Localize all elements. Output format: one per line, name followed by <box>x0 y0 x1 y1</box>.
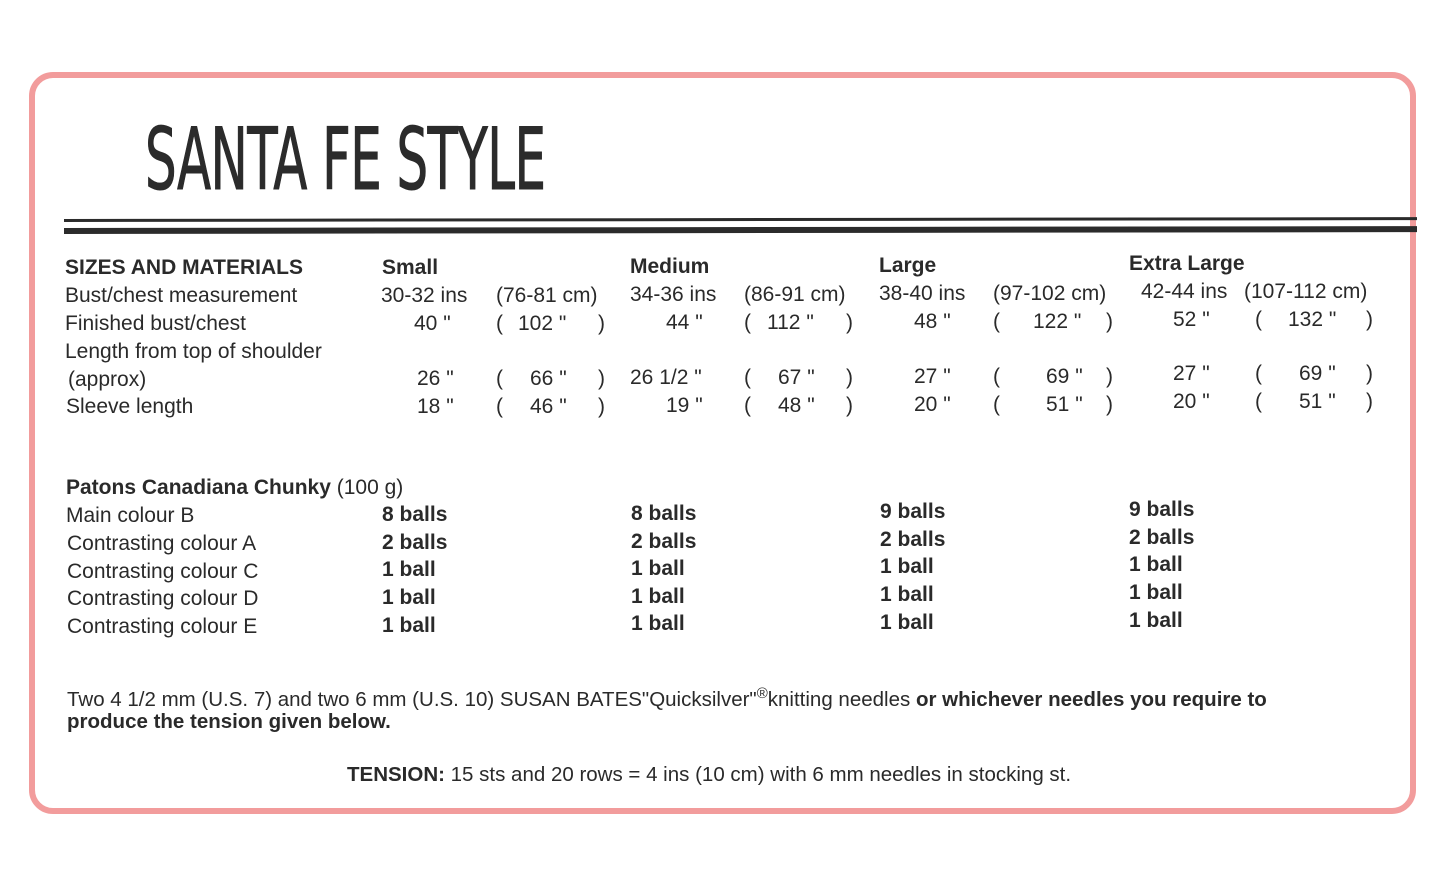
tension-line <box>347 763 1071 787</box>
sleeve-cm-xlarge: 51 " <box>1299 390 1336 413</box>
length-label-line2: (approx) <box>68 368 147 391</box>
finished-in-small: 40 " <box>414 312 451 335</box>
size-header-small: Small <box>382 256 439 279</box>
paren-open: ( <box>496 367 503 390</box>
colour-d-large: 1 ball <box>880 583 934 606</box>
sleeve-in-large: 20 " <box>914 393 951 416</box>
size-header-medium: Medium <box>630 255 710 278</box>
colour-b-small: 8 balls <box>382 503 448 526</box>
length-cm-xlarge: 69 " <box>1299 362 1336 385</box>
finished-label: Finished bust/chest <box>65 312 246 335</box>
colour-label-d: Contrasting colour D <box>67 587 259 610</box>
bust-label: Bust/chest measurement <box>65 284 298 307</box>
paren-close: ) <box>598 312 605 335</box>
colour-a-small: 2 balls <box>382 531 448 554</box>
needles-text-2: knitting needles <box>767 687 916 711</box>
needles-text: Two 4 1/2 mm (U.S. 7) and two 6 mm (U.S. 10) SUSAN BATES"Quicksilver" <box>67 687 757 711</box>
paren-close: ) <box>846 311 853 334</box>
paren-close: ) <box>846 366 853 389</box>
sleeve-in-small: 18 " <box>417 395 454 418</box>
paren-open: ( <box>1255 308 1262 331</box>
bust-ins-small: 30-32 ins <box>381 284 468 307</box>
length-in-medium: 26 1/2 " <box>630 366 702 389</box>
registered-mark: ® <box>756 685 768 702</box>
bust-cm-medium: (86-91 cm) <box>744 283 846 306</box>
colour-a-xlarge: 2 balls <box>1129 526 1195 549</box>
bust-cm-small: (76-81 cm) <box>496 284 598 307</box>
paren-close: ) <box>598 367 605 390</box>
colour-d-xlarge: 1 ball <box>1129 581 1183 604</box>
colour-a-medium: 2 balls <box>631 530 697 553</box>
tension-label: TENSION: <box>347 763 445 786</box>
paren-close: ) <box>1366 308 1373 331</box>
colour-b-xlarge: 9 balls <box>1129 498 1195 521</box>
sleeve-cm-large: 51 " <box>1046 393 1083 416</box>
paren-close: ) <box>1106 365 1113 388</box>
size-header-xlarge: Extra Large <box>1129 252 1245 275</box>
bust-ins-large: 38-40 ins <box>879 282 966 305</box>
colour-label-b: Main colour B <box>66 504 195 527</box>
paren-open: ( <box>744 394 751 417</box>
colour-c-small: 1 ball <box>382 558 436 581</box>
sleeve-cm-medium: 48 " <box>778 394 815 417</box>
colour-c-large: 1 ball <box>880 555 934 578</box>
finished-cm-xlarge: 132 " <box>1288 308 1337 331</box>
finished-cm-medium: 112 " <box>767 311 814 334</box>
needles-bold-1: or whichever needles you require to <box>915 687 1267 711</box>
colour-label-c: Contrasting colour C <box>67 560 259 583</box>
bust-ins-medium: 34-36 ins <box>630 283 717 306</box>
finished-cm-large: 122 " <box>1033 310 1082 333</box>
finished-in-xlarge: 52 " <box>1173 308 1210 331</box>
colour-e-large: 1 ball <box>880 611 934 634</box>
colour-d-medium: 1 ball <box>631 585 685 608</box>
needles-line-1 <box>67 682 1267 712</box>
sleeve-cm-small: 46 " <box>530 395 567 418</box>
length-cm-medium: 67 " <box>778 366 815 389</box>
bust-ins-xlarge: 42-44 ins <box>1141 280 1228 303</box>
pattern-title: SANTA FE STYLE <box>145 110 546 210</box>
paren-open: ( <box>496 395 503 418</box>
paren-close: ) <box>1106 310 1113 333</box>
sleeve-in-xlarge: 20 " <box>1173 390 1210 413</box>
paren-open: ( <box>993 310 1000 333</box>
bust-cm-xlarge: (107-112 cm) <box>1244 280 1368 303</box>
colour-label-e: Contrasting colour E <box>67 615 258 638</box>
paren-open: ( <box>1255 390 1262 413</box>
finished-in-medium: 44 " <box>666 311 703 334</box>
colour-c-xlarge: 1 ball <box>1129 553 1183 576</box>
colour-b-medium: 8 balls <box>631 502 697 525</box>
paren-open: ( <box>993 365 1000 388</box>
colour-label-a: Contrasting colour A <box>67 532 257 555</box>
paren-open: ( <box>496 312 503 335</box>
length-cm-small: 66 " <box>530 367 567 390</box>
colour-b-large: 9 balls <box>880 500 946 523</box>
colour-e-medium: 1 ball <box>631 612 685 635</box>
yarn-heading <box>66 476 403 500</box>
colour-e-xlarge: 1 ball <box>1129 609 1183 632</box>
colour-d-small: 1 ball <box>382 586 436 609</box>
colour-e-small: 1 ball <box>382 614 436 637</box>
sleeve-in-medium: 19 " <box>666 394 703 417</box>
paren-open: ( <box>744 366 751 389</box>
length-in-xlarge: 27 " <box>1173 362 1210 385</box>
sizes-heading: SIZES AND MATERIALS <box>65 256 304 279</box>
colour-c-medium: 1 ball <box>631 557 685 580</box>
paren-close: ) <box>598 395 605 418</box>
needles-line-2: produce the tension given below. <box>67 710 391 733</box>
paren-open: ( <box>744 311 751 334</box>
paren-open: ( <box>993 393 1000 416</box>
size-header-large: Large <box>879 254 937 277</box>
paren-close: ) <box>1106 393 1113 416</box>
length-cm-large: 69 " <box>1046 365 1083 388</box>
paren-close: ) <box>1366 362 1373 385</box>
colour-a-large: 2 balls <box>880 528 946 551</box>
yarn-name: Patons Canadiana Chunky <box>66 476 331 499</box>
length-in-large: 27 " <box>914 365 951 388</box>
bust-cm-large: (97-102 cm) <box>993 282 1107 305</box>
sleeve-label: Sleeve length <box>66 395 194 418</box>
finished-in-large: 48 " <box>914 310 951 333</box>
paren-open: ( <box>1255 362 1262 385</box>
yarn-weight: (100 g) <box>336 476 404 499</box>
tension-text: 15 sts and 20 rows = 4 ins (10 cm) with 6 mm needles in stocking st. <box>450 763 1072 786</box>
paren-close: ) <box>1366 390 1373 413</box>
length-label-line1: Length from top of shoulder <box>65 340 322 363</box>
paren-close: ) <box>846 394 853 417</box>
length-in-small: 26 " <box>417 367 454 390</box>
finished-cm-small: 102 " <box>518 312 567 335</box>
